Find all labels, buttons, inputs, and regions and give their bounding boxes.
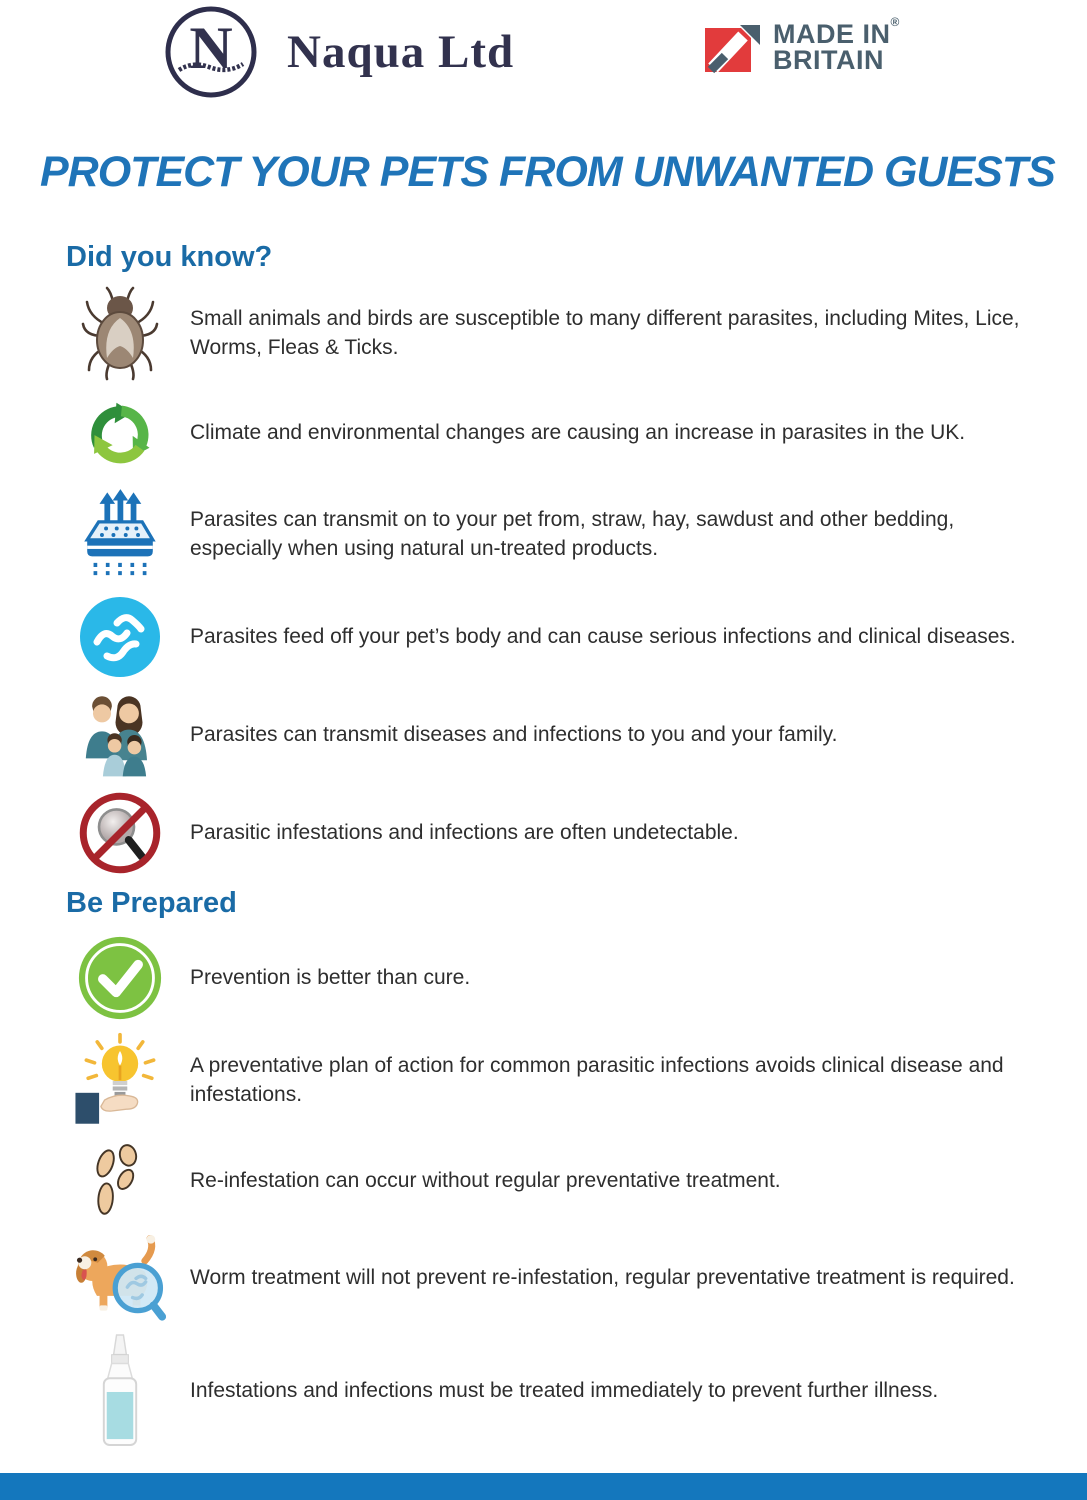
section-heading-be-prepared: Be Prepared bbox=[66, 887, 237, 919]
fact-text: Small animals and birds are susceptible to many different parasites, including Mites, Lice, Worms, Fleas & Ticks. bbox=[190, 306, 1020, 359]
dropper-bottle-icon bbox=[70, 1333, 170, 1449]
fact-text: Prevention is better than cure. bbox=[190, 965, 471, 989]
brand-name: Naqua Ltd bbox=[287, 26, 515, 78]
be-prepared-rows bbox=[0, 932, 1087, 1450]
larvae-icon bbox=[70, 1140, 170, 1222]
did-you-know-rows bbox=[0, 286, 1087, 879]
fact-text: Parasitic infestations and infections are often undetectable. bbox=[190, 820, 739, 844]
section-heading-did-you-know: Did you know? bbox=[66, 241, 273, 273]
fact-text: Parasites can transmit diseases and infections to you and your family. bbox=[190, 722, 838, 746]
footer-bar bbox=[0, 1473, 1087, 1500]
recycle-icon bbox=[70, 391, 170, 475]
family-icon bbox=[70, 690, 170, 780]
fact-row bbox=[70, 1138, 1037, 1224]
dog-inspection-icon bbox=[70, 1231, 170, 1325]
page-title: PROTECT YOUR PETS FROM UNWANTED GUESTS bbox=[40, 148, 1055, 196]
brand-logo bbox=[163, 4, 514, 100]
made-in-britain-badge bbox=[703, 14, 900, 76]
fact-row bbox=[70, 387, 1037, 479]
registered-mark: ® bbox=[890, 14, 900, 29]
fact-row bbox=[70, 787, 1037, 879]
mite-icon bbox=[70, 286, 170, 381]
naqua-logo-icon bbox=[163, 4, 259, 100]
worms-icon bbox=[70, 596, 170, 678]
fact-row bbox=[70, 932, 1037, 1024]
fact-row bbox=[70, 286, 1037, 381]
badge-line2: BRITAIN bbox=[773, 45, 884, 75]
header bbox=[0, 0, 1087, 112]
svg-text:N: N bbox=[189, 15, 233, 81]
fact-row bbox=[70, 1030, 1037, 1132]
bedding-icon bbox=[70, 485, 170, 585]
fact-row bbox=[70, 689, 1037, 781]
made-in-britain-text bbox=[773, 14, 900, 75]
fact-row bbox=[70, 1332, 1037, 1450]
fact-row bbox=[70, 485, 1037, 585]
fact-text: Re-infestation can occur without regular preventative treatment. bbox=[190, 1168, 781, 1192]
fact-text: Climate and environmental changes are causing an increase in parasites in the UK. bbox=[190, 420, 966, 444]
fact-text: A preventative plan of action for common parasitic infections avoids clinical disease and infestations. bbox=[190, 1054, 1004, 1106]
badge-line1: MADE IN® bbox=[773, 14, 900, 49]
made-in-britain-arrow-icon bbox=[703, 18, 765, 76]
fact-text: Parasites can transmit on to your pet from, straw, hay, sawdust and other bedding, especially when using natural un-treated products. bbox=[190, 508, 955, 560]
fact-text: Infestations and infections must be treated immediately to prevent further illness. bbox=[190, 1378, 939, 1402]
fact-row bbox=[70, 591, 1037, 683]
fact-text: Parasites feed off your pet’s body and can cause serious infections and clinical diseases. bbox=[190, 624, 1016, 648]
undetectable-icon bbox=[70, 791, 170, 875]
fact-row bbox=[70, 1230, 1037, 1326]
checkmark-icon bbox=[70, 935, 170, 1021]
idea-icon bbox=[70, 1031, 170, 1131]
fact-text: Worm treatment will not prevent re-infestation, regular preventative treatment is required. bbox=[190, 1265, 1015, 1289]
